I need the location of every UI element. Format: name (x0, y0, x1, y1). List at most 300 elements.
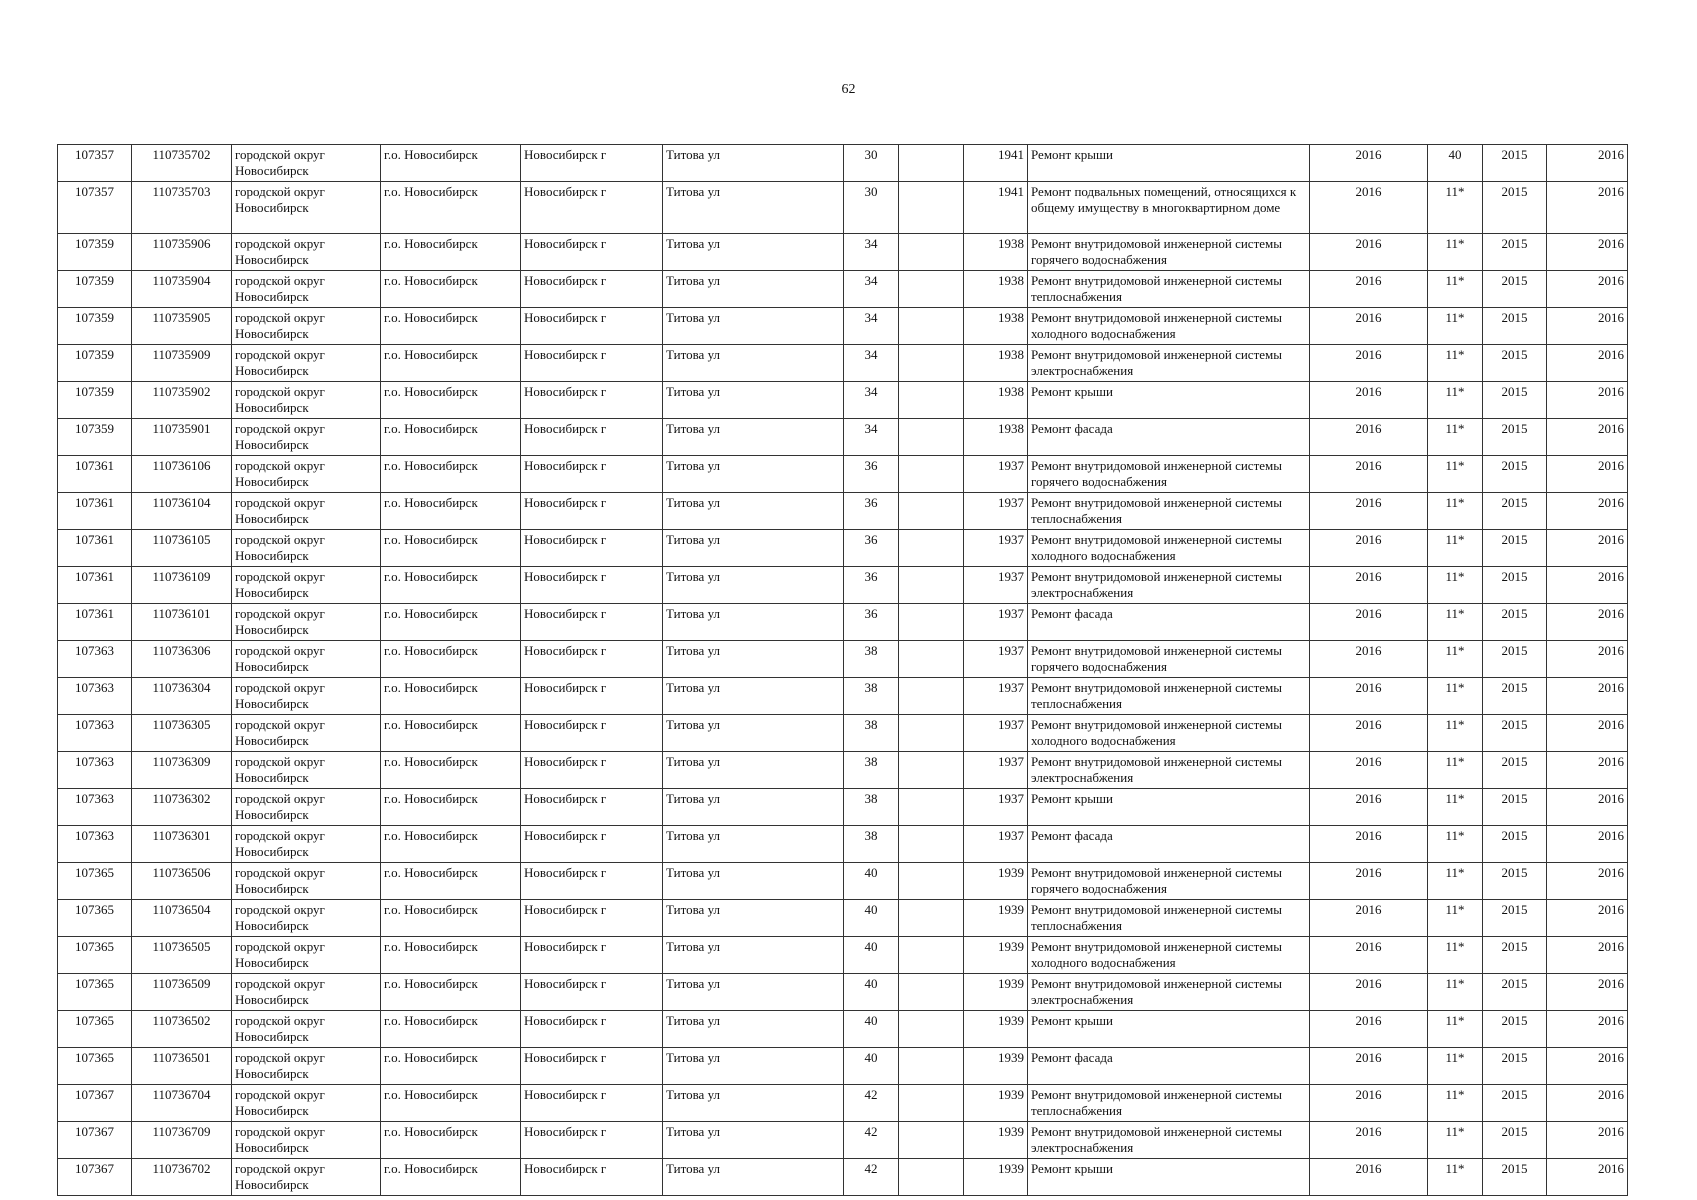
cell-building (899, 308, 964, 345)
cell-settlement: Новосибирск г (521, 641, 663, 678)
cell-work-type: Ремонт фасада (1028, 1048, 1310, 1085)
cell-start-year: 2015 (1483, 234, 1547, 271)
cell-work-type: Ремонт крыши (1028, 1159, 1310, 1196)
cell-district: г.о. Новосибирск (381, 1085, 521, 1122)
table-row (58, 1048, 1628, 1085)
cell-settlement: Новосибирск г (521, 382, 663, 419)
table-row (58, 1085, 1628, 1122)
cell-settlement: Новосибирск г (521, 715, 663, 752)
table-row (58, 604, 1628, 641)
cell-year-built: 1937 (964, 789, 1028, 826)
cell-service-code: 11* (1428, 456, 1483, 493)
cell-item-id: 110735902 (132, 382, 232, 419)
cell-year-built: 1939 (964, 937, 1028, 974)
cell-street: Титова ул (663, 456, 844, 493)
cell-service-code: 11* (1428, 604, 1483, 641)
cell-start-year: 2015 (1483, 530, 1547, 567)
cell-start-year: 2015 (1483, 419, 1547, 456)
cell-year-built: 1938 (964, 382, 1028, 419)
cell-service-code: 11* (1428, 345, 1483, 382)
cell-building (899, 1159, 964, 1196)
cell-municipality: городской округ Новосибирск (232, 1048, 381, 1085)
cell-district: г.о. Новосибирск (381, 1122, 521, 1159)
cell-settlement: Новосибирск г (521, 752, 663, 789)
cell-municipality: городской округ Новосибирск (232, 900, 381, 937)
table-row (58, 234, 1628, 271)
cell-settlement: Новосибирск г (521, 937, 663, 974)
cell-house-number: 34 (844, 419, 899, 456)
cell-item-id: 110736109 (132, 567, 232, 604)
cell-service-code: 11* (1428, 863, 1483, 900)
page-number: 62 (841, 82, 856, 97)
cell-start-year: 2015 (1483, 456, 1547, 493)
cell-settlement: Новосибирск г (521, 1122, 663, 1159)
cell-work-type: Ремонт внутридомовой инженерной системы холодного водоснабжения (1028, 937, 1310, 974)
cell-end-year: 2016 (1547, 567, 1628, 604)
cell-start-year: 2015 (1483, 567, 1547, 604)
cell-house-number: 30 (844, 182, 899, 234)
cell-street: Титова ул (663, 234, 844, 271)
cell-street: Титова ул (663, 493, 844, 530)
cell-district: г.о. Новосибирск (381, 789, 521, 826)
cell-house-id: 107361 (58, 530, 132, 567)
cell-street: Титова ул (663, 1159, 844, 1196)
cell-plan-year: 2016 (1310, 900, 1428, 937)
cell-plan-year: 2016 (1310, 863, 1428, 900)
cell-item-id: 110735909 (132, 345, 232, 382)
table-row (58, 182, 1628, 234)
cell-item-id: 110736101 (132, 604, 232, 641)
cell-street: Титова ул (663, 900, 844, 937)
cell-building (899, 604, 964, 641)
cell-district: г.о. Новосибирск (381, 530, 521, 567)
cell-end-year: 2016 (1547, 1122, 1628, 1159)
table-row (58, 826, 1628, 863)
cell-item-id: 110736709 (132, 1122, 232, 1159)
cell-end-year: 2016 (1547, 345, 1628, 382)
cell-service-code: 11* (1428, 382, 1483, 419)
cell-year-built: 1938 (964, 271, 1028, 308)
cell-building (899, 715, 964, 752)
cell-start-year: 2015 (1483, 678, 1547, 715)
cell-start-year: 2015 (1483, 1085, 1547, 1122)
cell-house-number: 34 (844, 234, 899, 271)
cell-work-type: Ремонт фасада (1028, 826, 1310, 863)
cell-item-id: 110736505 (132, 937, 232, 974)
cell-start-year: 2015 (1483, 1011, 1547, 1048)
cell-end-year: 2016 (1547, 308, 1628, 345)
cell-settlement: Новосибирск г (521, 456, 663, 493)
cell-street: Титова ул (663, 715, 844, 752)
cell-service-code: 11* (1428, 530, 1483, 567)
cell-service-code: 11* (1428, 1048, 1483, 1085)
cell-start-year: 2015 (1483, 1048, 1547, 1085)
cell-building (899, 530, 964, 567)
cell-building (899, 1011, 964, 1048)
cell-item-id: 110736506 (132, 863, 232, 900)
cell-street: Титова ул (663, 1048, 844, 1085)
table-row (58, 145, 1628, 182)
cell-settlement: Новосибирск г (521, 1048, 663, 1085)
cell-work-type: Ремонт внутридомовой инженерной системы холодного водоснабжения (1028, 715, 1310, 752)
cell-year-built: 1937 (964, 715, 1028, 752)
cell-plan-year: 2016 (1310, 567, 1428, 604)
cell-house-number: 36 (844, 567, 899, 604)
cell-start-year: 2015 (1483, 826, 1547, 863)
cell-building (899, 1085, 964, 1122)
cell-municipality: городской округ Новосибирск (232, 604, 381, 641)
cell-work-type: Ремонт внутридомовой инженерной системы электроснабжения (1028, 974, 1310, 1011)
cell-house-number: 40 (844, 900, 899, 937)
cell-building (899, 641, 964, 678)
cell-municipality: городской округ Новосибирск (232, 826, 381, 863)
cell-work-type: Ремонт внутридомовой инженерной системы холодного водоснабжения (1028, 308, 1310, 345)
cell-service-code: 11* (1428, 826, 1483, 863)
cell-year-built: 1939 (964, 1122, 1028, 1159)
cell-house-number: 38 (844, 641, 899, 678)
cell-work-type: Ремонт внутридомовой инженерной системы электроснабжения (1028, 567, 1310, 604)
cell-service-code: 11* (1428, 308, 1483, 345)
cell-start-year: 2015 (1483, 493, 1547, 530)
cell-year-built: 1939 (964, 1085, 1028, 1122)
cell-service-code: 11* (1428, 1085, 1483, 1122)
cell-work-type: Ремонт крыши (1028, 1011, 1310, 1048)
cell-work-type: Ремонт внутридомовой инженерной системы электроснабжения (1028, 1122, 1310, 1159)
cell-service-code: 11* (1428, 234, 1483, 271)
cell-settlement: Новосибирск г (521, 863, 663, 900)
cell-plan-year: 2016 (1310, 678, 1428, 715)
cell-item-id: 110736306 (132, 641, 232, 678)
cell-house-id: 107367 (58, 1085, 132, 1122)
cell-year-built: 1937 (964, 641, 1028, 678)
cell-year-built: 1939 (964, 974, 1028, 1011)
cell-building (899, 567, 964, 604)
cell-service-code: 11* (1428, 182, 1483, 234)
cell-district: г.о. Новосибирск (381, 863, 521, 900)
cell-building (899, 419, 964, 456)
cell-building (899, 863, 964, 900)
cell-item-id: 110735702 (132, 145, 232, 182)
table-row (58, 345, 1628, 382)
cell-house-number: 34 (844, 345, 899, 382)
cell-work-type: Ремонт внутридомовой инженерной системы теплоснабжения (1028, 271, 1310, 308)
cell-item-id: 110736509 (132, 974, 232, 1011)
table-row (58, 530, 1628, 567)
cell-settlement: Новосибирск г (521, 974, 663, 1011)
cell-item-id: 110736502 (132, 1011, 232, 1048)
cell-municipality: городской округ Новосибирск (232, 1159, 381, 1196)
cell-item-id: 110736501 (132, 1048, 232, 1085)
cell-plan-year: 2016 (1310, 456, 1428, 493)
cell-work-type: Ремонт фасада (1028, 604, 1310, 641)
cell-item-id: 110736104 (132, 493, 232, 530)
cell-house-number: 40 (844, 1011, 899, 1048)
cell-end-year: 2016 (1547, 715, 1628, 752)
table-row (58, 752, 1628, 789)
cell-settlement: Новосибирск г (521, 678, 663, 715)
cell-house-number: 38 (844, 826, 899, 863)
cell-work-type: Ремонт фасада (1028, 419, 1310, 456)
cell-service-code: 40 (1428, 145, 1483, 182)
cell-street: Титова ул (663, 308, 844, 345)
cell-house-id: 107365 (58, 1048, 132, 1085)
cell-municipality: городской округ Новосибирск (232, 308, 381, 345)
cell-work-type: Ремонт крыши (1028, 382, 1310, 419)
cell-district: г.о. Новосибирск (381, 234, 521, 271)
cell-district: г.о. Новосибирск (381, 493, 521, 530)
cell-item-id: 110736504 (132, 900, 232, 937)
cell-start-year: 2015 (1483, 145, 1547, 182)
cell-end-year: 2016 (1547, 493, 1628, 530)
cell-plan-year: 2016 (1310, 382, 1428, 419)
cell-year-built: 1939 (964, 1011, 1028, 1048)
table-row (58, 271, 1628, 308)
cell-item-id: 110736106 (132, 456, 232, 493)
cell-street: Титова ул (663, 937, 844, 974)
cell-year-built: 1941 (964, 145, 1028, 182)
cell-district: г.о. Новосибирск (381, 715, 521, 752)
cell-house-id: 107365 (58, 1011, 132, 1048)
cell-municipality: городской округ Новосибирск (232, 567, 381, 604)
cell-building (899, 826, 964, 863)
cell-street: Титова ул (663, 863, 844, 900)
cell-district: г.о. Новосибирск (381, 678, 521, 715)
cell-municipality: городской округ Новосибирск (232, 752, 381, 789)
cell-municipality: городской округ Новосибирск (232, 456, 381, 493)
cell-year-built: 1938 (964, 234, 1028, 271)
cell-plan-year: 2016 (1310, 145, 1428, 182)
cell-house-number: 38 (844, 752, 899, 789)
cell-street: Титова ул (663, 826, 844, 863)
cell-start-year: 2015 (1483, 752, 1547, 789)
cell-district: г.о. Новосибирск (381, 145, 521, 182)
cell-municipality: городской округ Новосибирск (232, 641, 381, 678)
cell-house-id: 107359 (58, 271, 132, 308)
cell-house-number: 36 (844, 493, 899, 530)
cell-plan-year: 2016 (1310, 182, 1428, 234)
cell-house-number: 34 (844, 308, 899, 345)
cell-house-number: 36 (844, 604, 899, 641)
cell-service-code: 11* (1428, 937, 1483, 974)
cell-house-number: 42 (844, 1159, 899, 1196)
cell-house-id: 107363 (58, 641, 132, 678)
table-row (58, 678, 1628, 715)
cell-house-id: 107365 (58, 900, 132, 937)
cell-year-built: 1937 (964, 493, 1028, 530)
cell-street: Титова ул (663, 789, 844, 826)
registry-table (57, 144, 1628, 1196)
cell-work-type: Ремонт внутридомовой инженерной системы электроснабжения (1028, 752, 1310, 789)
cell-district: г.о. Новосибирск (381, 419, 521, 456)
cell-plan-year: 2016 (1310, 604, 1428, 641)
cell-end-year: 2016 (1547, 900, 1628, 937)
cell-municipality: городской округ Новосибирск (232, 271, 381, 308)
cell-building (899, 234, 964, 271)
cell-item-id: 110736702 (132, 1159, 232, 1196)
cell-start-year: 2015 (1483, 308, 1547, 345)
cell-plan-year: 2016 (1310, 234, 1428, 271)
cell-house-number: 38 (844, 678, 899, 715)
cell-plan-year: 2016 (1310, 715, 1428, 752)
cell-house-number: 40 (844, 974, 899, 1011)
cell-service-code: 11* (1428, 493, 1483, 530)
cell-house-id: 107359 (58, 419, 132, 456)
cell-street: Титова ул (663, 419, 844, 456)
cell-street: Титова ул (663, 752, 844, 789)
cell-plan-year: 2016 (1310, 641, 1428, 678)
cell-municipality: городской округ Новосибирск (232, 182, 381, 234)
cell-building (899, 1048, 964, 1085)
cell-work-type: Ремонт внутридомовой инженерной системы горячего водоснабжения (1028, 234, 1310, 271)
cell-street: Титова ул (663, 182, 844, 234)
cell-municipality: городской округ Новосибирск (232, 1122, 381, 1159)
cell-house-number: 40 (844, 1048, 899, 1085)
cell-item-id: 110736309 (132, 752, 232, 789)
cell-street: Титова ул (663, 974, 844, 1011)
cell-street: Титова ул (663, 345, 844, 382)
cell-settlement: Новосибирск г (521, 900, 663, 937)
cell-municipality: городской округ Новосибирск (232, 863, 381, 900)
cell-district: г.о. Новосибирск (381, 900, 521, 937)
cell-district: г.о. Новосибирск (381, 1048, 521, 1085)
cell-year-built: 1937 (964, 678, 1028, 715)
cell-end-year: 2016 (1547, 937, 1628, 974)
cell-work-type: Ремонт внутридомовой инженерной системы холодного водоснабжения (1028, 530, 1310, 567)
cell-work-type: Ремонт крыши (1028, 145, 1310, 182)
cell-district: г.о. Новосибирск (381, 974, 521, 1011)
cell-building (899, 271, 964, 308)
cell-house-id: 107357 (58, 145, 132, 182)
cell-end-year: 2016 (1547, 1085, 1628, 1122)
cell-district: г.о. Новосибирск (381, 1011, 521, 1048)
cell-house-id: 107359 (58, 345, 132, 382)
cell-building (899, 382, 964, 419)
cell-municipality: городской округ Новосибирск (232, 145, 381, 182)
cell-item-id: 110735703 (132, 182, 232, 234)
cell-house-id: 107361 (58, 456, 132, 493)
cell-plan-year: 2016 (1310, 419, 1428, 456)
cell-municipality: городской округ Новосибирск (232, 493, 381, 530)
cell-building (899, 974, 964, 1011)
cell-house-id: 107361 (58, 567, 132, 604)
cell-start-year: 2015 (1483, 937, 1547, 974)
cell-district: г.о. Новосибирск (381, 641, 521, 678)
cell-settlement: Новосибирск г (521, 182, 663, 234)
cell-house-number: 42 (844, 1085, 899, 1122)
cell-service-code: 11* (1428, 419, 1483, 456)
cell-start-year: 2015 (1483, 382, 1547, 419)
cell-end-year: 2016 (1547, 182, 1628, 234)
cell-settlement: Новосибирск г (521, 145, 663, 182)
cell-street: Титова ул (663, 567, 844, 604)
cell-street: Титова ул (663, 1085, 844, 1122)
cell-end-year: 2016 (1547, 145, 1628, 182)
cell-end-year: 2016 (1547, 1159, 1628, 1196)
cell-year-built: 1938 (964, 419, 1028, 456)
cell-municipality: городской округ Новосибирск (232, 715, 381, 752)
cell-house-id: 107365 (58, 863, 132, 900)
cell-end-year: 2016 (1547, 678, 1628, 715)
cell-street: Титова ул (663, 1011, 844, 1048)
cell-year-built: 1937 (964, 752, 1028, 789)
cell-district: г.о. Новосибирск (381, 1159, 521, 1196)
cell-municipality: городской округ Новосибирск (232, 678, 381, 715)
cell-service-code: 11* (1428, 789, 1483, 826)
cell-building (899, 678, 964, 715)
cell-start-year: 2015 (1483, 182, 1547, 234)
cell-year-built: 1937 (964, 826, 1028, 863)
cell-item-id: 110735901 (132, 419, 232, 456)
cell-municipality: городской округ Новосибирск (232, 382, 381, 419)
table-row (58, 456, 1628, 493)
cell-building (899, 456, 964, 493)
cell-district: г.о. Новосибирск (381, 456, 521, 493)
cell-district: г.о. Новосибирск (381, 345, 521, 382)
cell-plan-year: 2016 (1310, 789, 1428, 826)
cell-end-year: 2016 (1547, 789, 1628, 826)
cell-year-built: 1938 (964, 308, 1028, 345)
cell-year-built: 1937 (964, 604, 1028, 641)
cell-end-year: 2016 (1547, 752, 1628, 789)
cell-start-year: 2015 (1483, 789, 1547, 826)
table-row (58, 308, 1628, 345)
cell-item-id: 110735906 (132, 234, 232, 271)
cell-building (899, 1122, 964, 1159)
cell-municipality: городской округ Новосибирск (232, 530, 381, 567)
cell-building (899, 937, 964, 974)
cell-end-year: 2016 (1547, 271, 1628, 308)
cell-street: Титова ул (663, 604, 844, 641)
cell-building (899, 789, 964, 826)
cell-municipality: городской округ Новосибирск (232, 1011, 381, 1048)
table-row (58, 1011, 1628, 1048)
cell-district: г.о. Новосибирск (381, 271, 521, 308)
cell-year-built: 1938 (964, 345, 1028, 382)
cell-end-year: 2016 (1547, 419, 1628, 456)
cell-start-year: 2015 (1483, 974, 1547, 1011)
cell-settlement: Новосибирск г (521, 271, 663, 308)
cell-house-number: 36 (844, 530, 899, 567)
cell-settlement: Новосибирск г (521, 1011, 663, 1048)
cell-settlement: Новосибирск г (521, 826, 663, 863)
cell-district: г.о. Новосибирск (381, 752, 521, 789)
cell-end-year: 2016 (1547, 641, 1628, 678)
cell-item-id: 110735904 (132, 271, 232, 308)
cell-service-code: 11* (1428, 1159, 1483, 1196)
cell-item-id: 110735905 (132, 308, 232, 345)
cell-house-number: 38 (844, 789, 899, 826)
cell-building (899, 182, 964, 234)
cell-service-code: 11* (1428, 678, 1483, 715)
cell-house-id: 107367 (58, 1159, 132, 1196)
cell-district: г.о. Новосибирск (381, 604, 521, 641)
cell-item-id: 110736302 (132, 789, 232, 826)
cell-year-built: 1937 (964, 567, 1028, 604)
cell-building (899, 752, 964, 789)
cell-settlement: Новосибирск г (521, 1159, 663, 1196)
cell-district: г.о. Новосибирск (381, 182, 521, 234)
cell-house-id: 107363 (58, 678, 132, 715)
cell-plan-year: 2016 (1310, 752, 1428, 789)
cell-end-year: 2016 (1547, 530, 1628, 567)
cell-district: г.о. Новосибирск (381, 382, 521, 419)
cell-house-id: 107365 (58, 974, 132, 1011)
cell-service-code: 11* (1428, 567, 1483, 604)
cell-settlement: Новосибирск г (521, 530, 663, 567)
cell-start-year: 2015 (1483, 604, 1547, 641)
table-row (58, 715, 1628, 752)
cell-end-year: 2016 (1547, 826, 1628, 863)
